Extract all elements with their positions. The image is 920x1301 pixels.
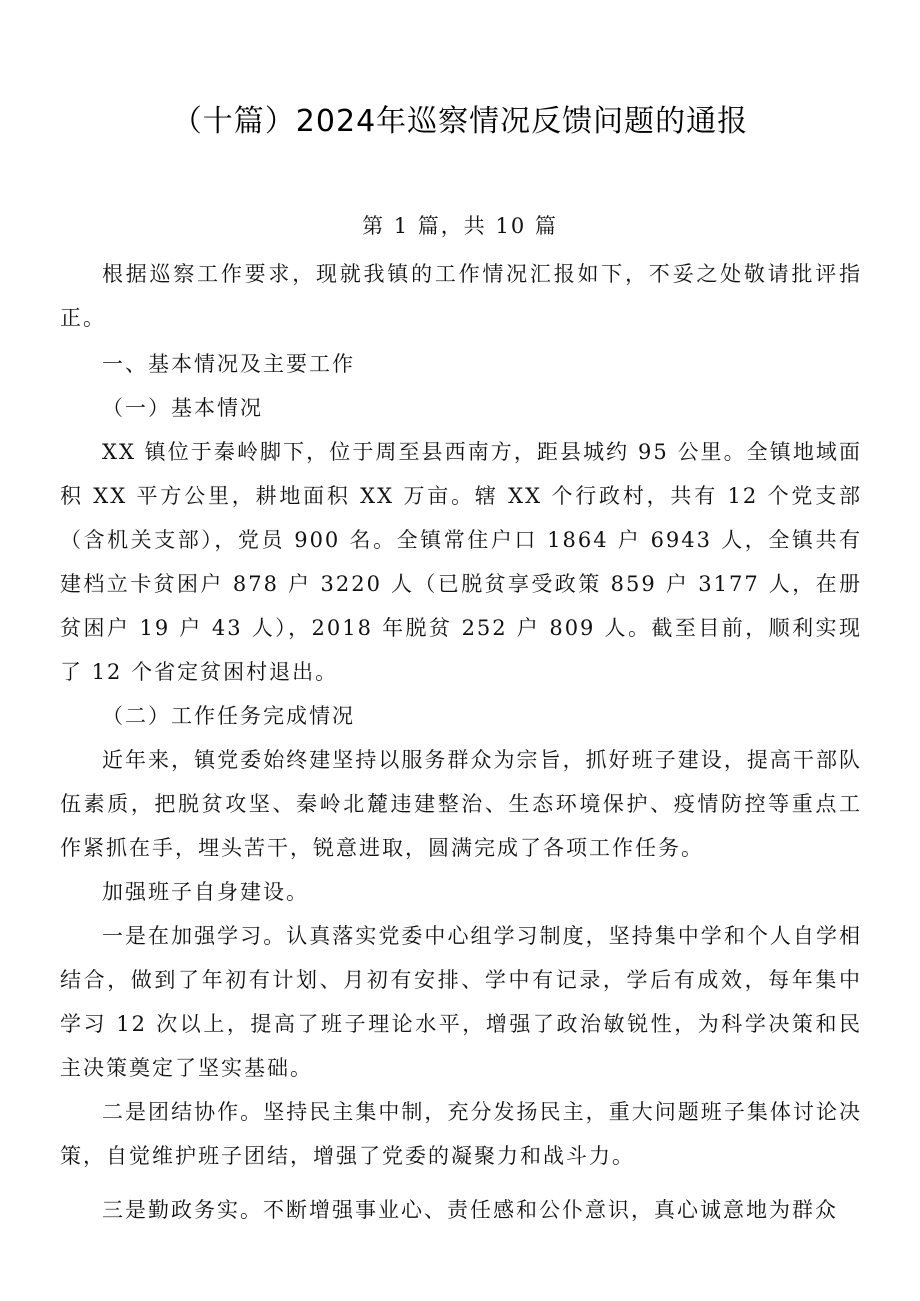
- team-building-heading: 加强班子自身建设。: [102, 880, 309, 904]
- basic-situation-paragraph: XX 镇位于秦岭脚下，位于周至县西南方，距县城约 95 公里。全镇地域面积 XX 平方公里，耕地面积 XX 万亩。辖 XX 个行政村，共有 12 个党支部（含机关支部），党员 900 名。全镇常住户口 1864 户 6943 人，全镇共有建档立卡贫困户 878 户 3220 人（已脱贫享受政策 859 户 3177 人，在册贫困户 19 户 43 人），2018 年脱贫 252 户 809 人。截至目前，顺利实现了 12 个省定贫困村退出。: [60, 440, 862, 684]
- subsection-heading-task-completion: （二）工作任务完成情况: [102, 704, 355, 728]
- document-subtitle: 第 1 篇，共 10 篇: [362, 214, 558, 238]
- subsection-heading-basic-situation: （一）基本情况: [102, 396, 263, 420]
- intro-paragraph: 根据巡察工作要求，现就我镇的工作情况汇报如下，不妥之处敬请批评指正。: [60, 262, 862, 330]
- point-one-paragraph: 一是在加强学习。认真落实党委中心组学习制度，坚持集中学和个人自学相结合，做到了年初有计划、月初有安排、学中有记录，学后有成效，每年集中学习 12 次以上，提高了班子理论水平，增强了政治敏锐性，为科学决策和民主决策奠定了坚实基础。: [60, 924, 862, 1080]
- task-completion-paragraph: 近年来，镇党委始终建坚持以服务群众为宗旨，抓好班子建设，提高干部队伍素质，把脱贫攻坚、秦岭北麓违建整治、生态环境保护、疫情防控等重点工作紧抓在手，埋头苦干，锐意进取，圆满完成了各项工作任务。: [60, 748, 862, 860]
- point-two-paragraph: 二是团结协作。坚持民主集中制，充分发扬民主，重大问题班子集体讨论决策，自觉维护班子团结，增强了党委的凝聚力和战斗力。: [60, 1100, 862, 1168]
- document-body: [60, 252, 862, 1232]
- point-three-paragraph: 三是勤政务实。不断增强事业心、责任感和公仆意识，真心诚意地为群众: [102, 1198, 838, 1222]
- document-title: （十篇）2024年巡察情况反馈问题的通报: [171, 104, 749, 139]
- section-heading-basic-work: 一、基本情况及主要工作: [102, 352, 355, 376]
